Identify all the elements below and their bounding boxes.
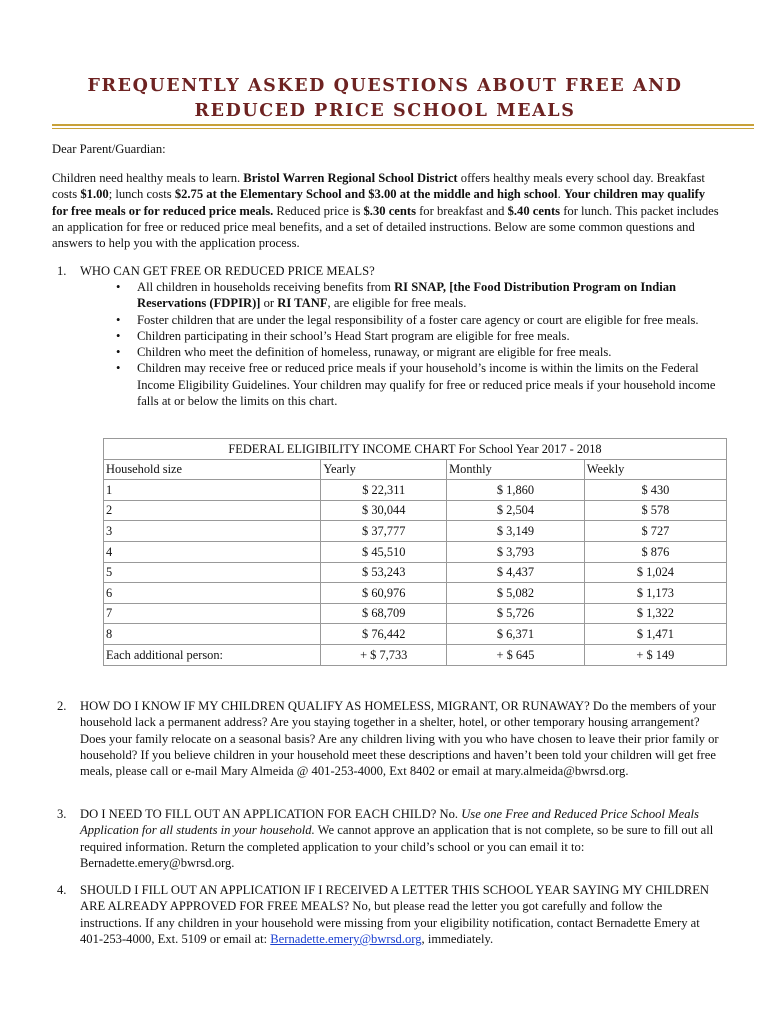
text-segment: or <box>260 296 278 311</box>
income-cell: $ 6,371 <box>447 624 585 645</box>
table-row <box>104 480 727 501</box>
household-size-cell: 1 <box>104 480 321 501</box>
income-cell: $ 430 <box>584 480 726 501</box>
household-size-cell: 3 <box>104 521 321 542</box>
table-row <box>104 562 727 583</box>
household-size-cell: 8 <box>104 624 321 645</box>
text-segment: Foster children that are under the legal responsibility of a foster care agency or court are eligible for free meals. <box>137 312 699 327</box>
text-segment: , immediately. <box>421 931 494 946</box>
income-cell: $ 45,510 <box>321 541 447 562</box>
table-row <box>104 583 727 604</box>
text-segment: Use one Free and Reduced Price School Meals Application for all students in your household. <box>80 807 699 838</box>
income-cell: $ 3,149 <box>447 521 585 542</box>
income-cell: + $ 7,733 <box>321 644 447 665</box>
text-segment: $.40 cents <box>507 203 561 218</box>
table-row <box>104 624 727 645</box>
text-segment: Children may receive free or reduced price meals if your household’s income is within the limits on the Federal Income Eligibility Guidelines. Your children may qualify for free or reduced price meals if your household income falls at or below the limits on this chart. <box>137 361 716 409</box>
table-row <box>104 521 727 542</box>
intro-paragraph <box>52 170 724 251</box>
table-row <box>104 541 727 562</box>
household-size-cell: 7 <box>104 603 321 624</box>
title-divider-thin <box>52 128 754 129</box>
table-row <box>104 603 727 624</box>
question-3 <box>80 806 725 871</box>
income-cell: $ 30,044 <box>321 500 447 521</box>
text-segment: RI TANF <box>277 296 328 311</box>
text-segment: All children in households receiving benefits from <box>137 280 395 294</box>
income-cell: $ 1,471 <box>584 624 726 645</box>
text-segment: Children who meet the definition of homeless, runaway, or migrant are eligible for free meals. <box>137 345 612 360</box>
household-size-cell: 6 <box>104 583 321 604</box>
text-segment: DO I NEED TO FILL OUT AN APPLICATION FOR EACH CHILD? No. <box>80 807 462 821</box>
question-number: 4. <box>57 883 67 897</box>
text-segment: $.30 cents <box>363 203 416 218</box>
eligibility-bullet-list <box>116 279 726 409</box>
question-2 <box>80 698 725 779</box>
column-header: Household size <box>104 459 321 480</box>
question-number: 1. <box>57 264 67 278</box>
income-cell: $ 876 <box>584 541 726 562</box>
text-segment: for lunch. This packet includes an application for free or reduced price meal benefits, and a set of detailed instructions. Below are some common questions and answers to help you with the application process. <box>52 203 719 251</box>
income-cell: $ 37,777 <box>321 521 447 542</box>
text-segment: SHOULD I FILL OUT AN APPLICATION IF I RECEIVED A LETTER THIS SCHOOL YEAR SAYING MY CHILDREN ARE ALREADY APPROVED FOR FREE MEALS? No, but please read the letter you got carefully and follow the instructions. If any children in your household were missing from your eligibility notification, contact Bernadette Emery at 401-253-4000, Ext. 5109 or email at: <box>80 883 709 946</box>
text-segment: . <box>557 187 564 202</box>
title-divider <box>52 124 754 126</box>
question-number: 3. <box>57 807 67 821</box>
household-size-cell: 5 <box>104 562 321 583</box>
income-cell: $ 60,976 <box>321 583 447 604</box>
title-line-2: REDUCED PRICE SCHOOL MEALS <box>194 101 576 121</box>
income-cell: $ 22,311 <box>321 480 447 501</box>
text-segment: RI SNAP, [the Food Distribution Program on Indian Reservations (FDPIR)] <box>137 280 677 311</box>
text-segment: ; lunch costs <box>108 187 175 202</box>
income-cell: $ 4,437 <box>447 562 585 583</box>
income-cell: $ 3,793 <box>447 541 585 562</box>
income-cell: $ 5,726 <box>447 603 585 624</box>
column-header: Weekly <box>584 459 726 480</box>
bullet-item <box>116 312 726 328</box>
email-link[interactable]: Bernadette.emery@bwrsd.org <box>270 931 422 946</box>
income-eligibility-table <box>103 438 727 666</box>
question-1 <box>80 263 725 279</box>
bullet-item <box>116 279 726 312</box>
column-header: Monthly <box>447 459 585 480</box>
income-cell: + $ 149 <box>584 644 726 665</box>
bullet-item <box>116 344 726 360</box>
question-4 <box>80 882 725 947</box>
text-segment: HOW DO I KNOW IF MY CHILDREN QUALIFY AS HOMELESS, MIGRANT, OR RUNAWAY? Do the members of your household lack a permanent address? Are you staying together in a shelter, hotel, or other temporary housing arrangement? Does your family relocate on a seasonal basis? Are any children living with you who have chosen to leave their prior family or household? If you believe children in your household meet these descriptions and haven’t been told your children will get free meals, please call or e-mail Mary Almeida @ 401-253-4000, Ext 8402 or email at mary.almeida@bwrsd.org. <box>80 699 719 779</box>
income-cell: $ 1,860 <box>447 480 585 501</box>
question-number: 2. <box>57 699 67 713</box>
household-size-cell: 2 <box>104 500 321 521</box>
text-segment: $1.00 <box>80 187 109 202</box>
income-cell: $ 578 <box>584 500 726 521</box>
table-row <box>104 500 727 521</box>
text-segment: offers healthy meals every school day. Breakfast costs <box>52 171 705 202</box>
income-cell: $ 1,024 <box>584 562 726 583</box>
greeting: Dear Parent/Guardian: <box>52 142 166 156</box>
text-segment: WHO CAN GET FREE OR REDUCED PRICE MEALS? <box>80 264 375 278</box>
income-cell: $ 76,442 <box>321 624 447 645</box>
text-segment: Reduced price is <box>273 203 364 218</box>
table-header-row <box>104 459 727 480</box>
text-segment: We cannot approve an application that is not complete, so be sure to fill out all required information. Return the completed application to your child’s school or you can email it to: Bernadette.emery@bwrsd.org. <box>80 823 714 870</box>
income-cell: $ 53,243 <box>321 562 447 583</box>
title-line-1: FREQUENTLY ASKED QUESTIONS ABOUT FREE AND <box>87 76 683 96</box>
bullet-item <box>116 328 726 344</box>
table-caption: FEDERAL ELIGIBILITY INCOME CHART For School Year 2017 - 2018 <box>104 439 727 460</box>
text-segment: Children participating in their school’s Head Start program are eligible for free meals. <box>137 328 570 343</box>
income-cell: + $ 645 <box>447 644 585 665</box>
table-row <box>104 644 727 665</box>
bullet-item <box>116 360 726 409</box>
income-cell: $ 5,082 <box>447 583 585 604</box>
text-segment: for breakfast and <box>415 203 508 218</box>
income-cell: $ 2,504 <box>447 500 585 521</box>
household-size-cell: 4 <box>104 541 321 562</box>
income-cell: $ 1,322 <box>584 603 726 624</box>
text-segment: Your children may qualify for free meals or for reduced price meals. <box>52 187 706 218</box>
text-segment: $2.75 at the Elementary School and $3.00 at the middle and high school <box>174 187 558 202</box>
income-cell: $ 68,709 <box>321 603 447 624</box>
household-size-cell: Each additional person: <box>104 644 321 665</box>
text-segment: Bristol Warren Regional School District <box>243 171 458 185</box>
text-segment: Children need healthy meals to learn. <box>52 171 244 185</box>
income-cell: $ 727 <box>584 521 726 542</box>
text-segment: , are eligible for free meals. <box>327 296 467 311</box>
column-header: Yearly <box>321 459 447 480</box>
page-title <box>40 74 730 124</box>
income-cell: $ 1,173 <box>584 583 726 604</box>
